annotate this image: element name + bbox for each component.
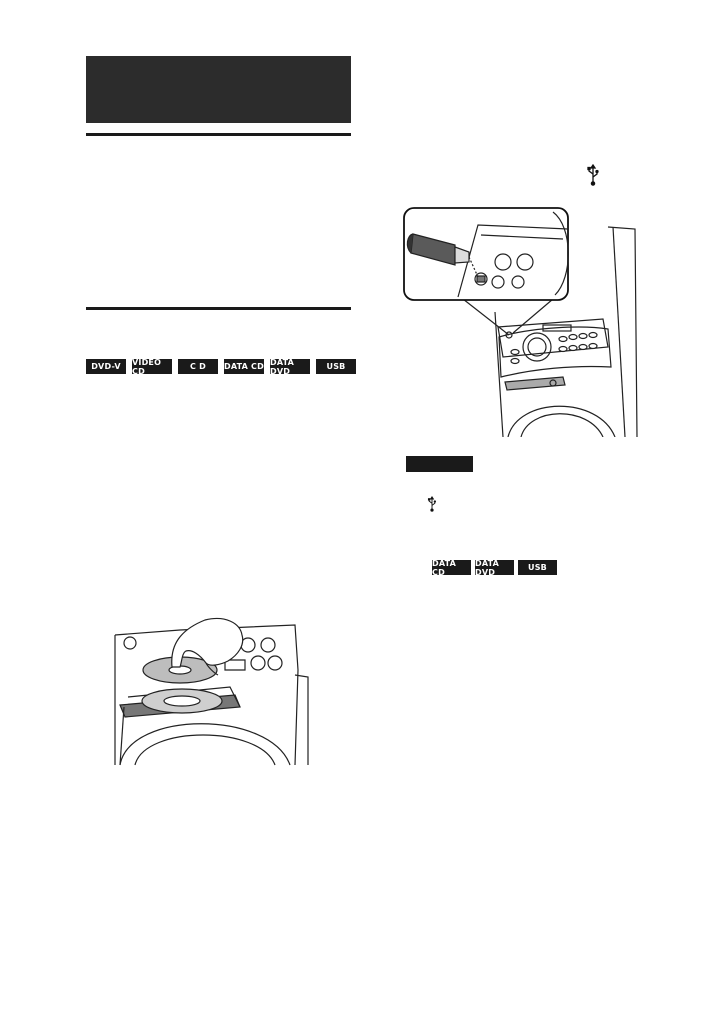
badge-data-dvd: DATA DVD [475, 560, 514, 575]
media-badges-left [86, 359, 356, 374]
media-badges-right [432, 560, 557, 575]
badge-data-cd: DATA CD [432, 560, 471, 575]
disc-loading-illustration [110, 615, 310, 770]
usb-icon [427, 496, 437, 512]
usb-icon [586, 164, 600, 186]
badge-video-cd: VIDEO CD [132, 359, 172, 374]
section-title-block [86, 56, 351, 123]
badge-dvd-v: DVD-V [86, 359, 126, 374]
badge-cd: C D [178, 359, 218, 374]
badge-usb: USB [518, 560, 557, 575]
badge-usb: USB [316, 359, 356, 374]
usb-connection-illustration [403, 207, 639, 437]
badge-data-cd: DATA CD [224, 359, 264, 374]
section-rule-middle [86, 307, 351, 310]
badge-data-dvd: DATA DVD [270, 359, 310, 374]
note-label [406, 456, 473, 472]
section-rule-top [86, 133, 351, 136]
